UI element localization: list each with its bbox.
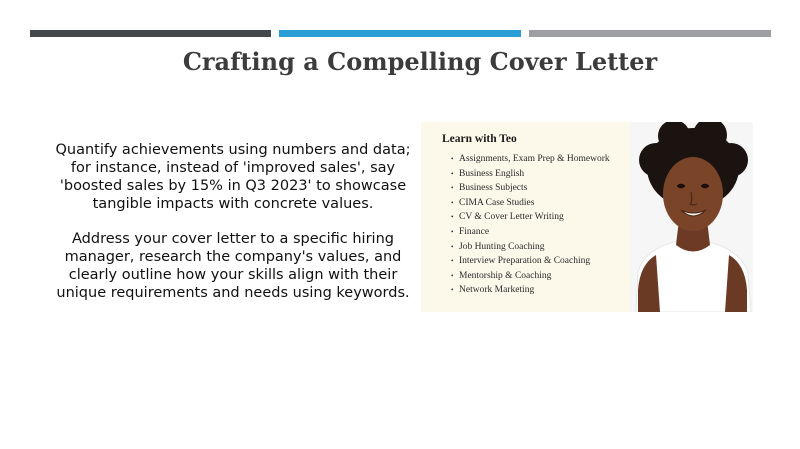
paragraph-address: Address your cover letter to a specific hiring manager, research the company's values, and clearly outline how your skills align with their unique requirements and needs using keywords. [56,231,410,301]
list-item: • CIMA Case Studies [451,196,610,211]
accent-bar-dark [30,30,271,37]
slide-body [52,141,414,319]
promo-image [421,122,753,312]
list-item: • Mentorship & Coaching [451,269,610,284]
accent-bar-blue [279,30,521,37]
list-item: • Finance [451,225,610,240]
accent-bar-gray [529,30,771,37]
services-card [421,122,634,312]
list-item: • Network Marketing [451,283,610,298]
list-item: • Business English [451,167,610,182]
paragraph-quantify: Quantify achievements using numbers and data; for instance, instead of 'improved sales', say 'boosted sales by 15% in Q3 2023' to showcase tangible impacts with concrete values. [55,142,411,212]
list-item: • Assignments, Exam Prep & Homework [451,152,610,167]
list-item: • CV & Cover Letter Writing [451,210,610,225]
list-item: • Job Hunting Coaching [451,240,610,255]
list-item: • Business Subjects [451,181,610,196]
slide-title: Crafting a Compelling Cover Letter [182,47,658,76]
services-heading: Learn with Teo [442,133,517,145]
services-list [451,152,610,298]
list-item: • Interview Preparation & Coaching [451,254,610,269]
tutor-portrait [630,122,753,312]
